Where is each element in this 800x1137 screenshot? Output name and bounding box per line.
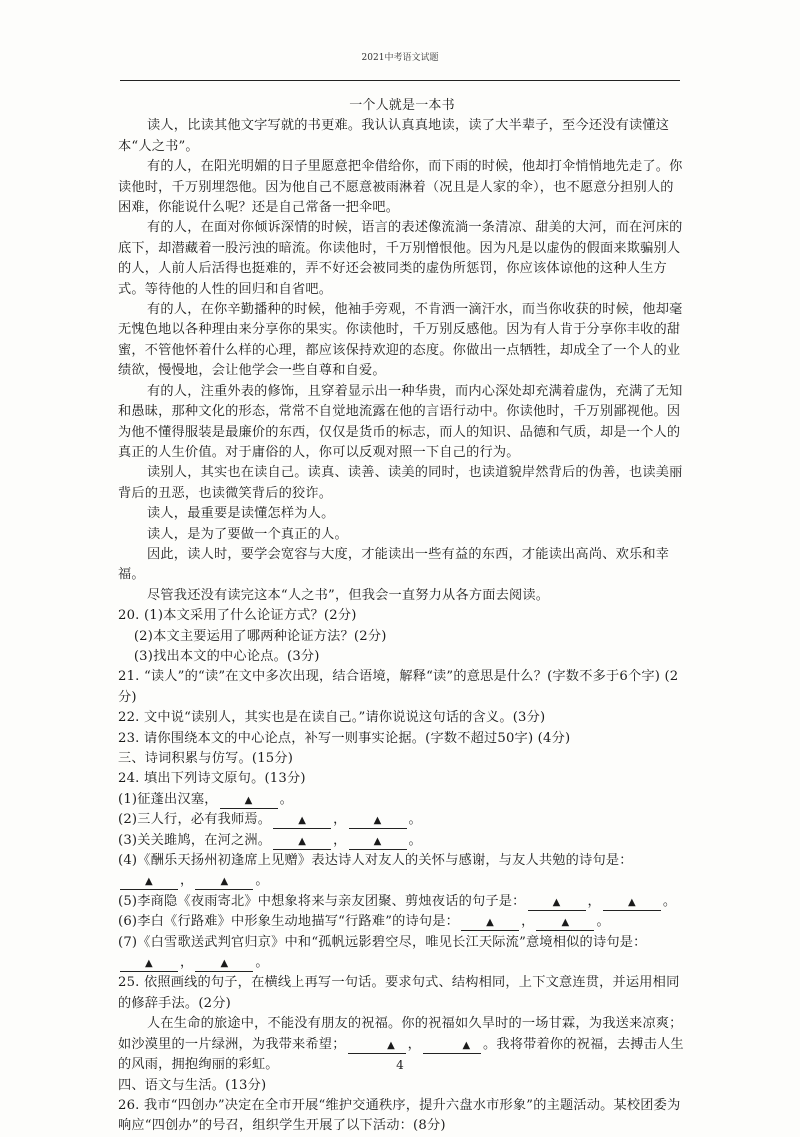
punctuation: 。 bbox=[279, 791, 293, 807]
header-rule bbox=[120, 80, 680, 81]
blank-marker: ▲ bbox=[298, 815, 307, 827]
answer-blank[interactable] bbox=[348, 1038, 406, 1054]
question-24-4 bbox=[118, 851, 686, 892]
blank-marker: ▲ bbox=[373, 835, 382, 847]
answer-blank[interactable] bbox=[349, 834, 407, 850]
question-24-5 bbox=[118, 892, 686, 912]
answer-blank[interactable] bbox=[120, 956, 178, 972]
essay-paragraph: 尽管我还没有读完这本“人之书”，但我会一直努力从各方面去阅读。 bbox=[147, 587, 550, 603]
essay-paragraph: 读人，是为了要做一个真正的人。 bbox=[147, 526, 348, 542]
essay-paragraph: 读别人，其实也在读自己。读真、读善、读美的同时，也读道貌岸然背后的伪善，也读美丽背后的丑恶，也读微笑背后的狡诈。 bbox=[118, 465, 683, 501]
question-25: 25. 依照画线的句子，在横线上再写一句话。要求句式、结构相同，上下文意连贯，并运用相同的修辞手法。(2分) bbox=[118, 975, 680, 1011]
question-24-2 bbox=[118, 810, 686, 830]
page-content bbox=[118, 96, 686, 1137]
question-24-1 bbox=[118, 790, 686, 810]
punctuation: 。 bbox=[255, 955, 269, 971]
punctuation: 。 bbox=[662, 893, 677, 909]
essay-paragraph: 有的人，在你辛勤播种的时候，他袖手旁观，不肯洒一滴汗水，而当你收获的时候，他却毫无愧色地以各种理由来分享你的果实。你读他时，千万别反感他。因为有人肯于分享你丰收的甜蜜，不管他怀着什么样的心理，都应该保持欢迎的态度。你做出一点牺牲，却成全了一个人的业绩欲，慢慢地，会让他学会一些自尊和自爱。 bbox=[118, 302, 683, 379]
blank-marker: ▲ bbox=[387, 1039, 396, 1051]
answer-blank[interactable] bbox=[603, 895, 661, 911]
question-text: (4)《酬乐天扬州初逢席上见赠》表达诗人对友人的关怀与感谢，与友人共勉的诗句是： bbox=[118, 853, 633, 869]
passage-text: 人在生命的旅途中，不能没有朋友的祝福。你的祝福如久旱时的一场甘霖，为我送来凉爽；如沙漠里的一片绿洲，为我带来希望； bbox=[118, 1016, 683, 1052]
answer-blank[interactable] bbox=[195, 956, 253, 972]
blank-marker: ▲ bbox=[373, 815, 382, 827]
essay-paragraph: 读人，比读其他文字写就的书更难。我认认真真地读，读了大半辈子，至今还没有读懂这本“人之书”。 bbox=[118, 118, 670, 154]
question-20-3: (3)找出本文的中心论点。(3分) bbox=[133, 648, 320, 664]
punctuation: ， bbox=[333, 812, 347, 828]
question-text: (5)李商隐《夜雨寄北》中想象将来与亲友团聚、剪烛夜话的句子是： bbox=[118, 893, 526, 909]
answer-blank[interactable] bbox=[220, 793, 278, 809]
question-22: 22. 文中说“读别人，其实也是在读自己。”请你说说这句话的含义。(3分) bbox=[118, 710, 546, 726]
page-header: 2021中考语文试题 bbox=[361, 53, 439, 63]
punctuation: ， bbox=[180, 955, 194, 971]
essay-paragraph: 有的人，注重外表的修饰，且穿着显示出一种华贵，而内心深处却充满着虚伪，充满了无知和愚昧，那种文化的形态，常常不自觉地流露在他的言语行动中。你读他时，千万别鄙视他。因为他不懂得服装是最廉价的东西，仅仅是货币的标志，而人的知识、品德和气质，却是一个人的真正的人生价值。对于庸俗的人，你可以反观对照一下自己的行为。 bbox=[118, 383, 683, 460]
answer-blank[interactable] bbox=[349, 813, 407, 829]
blank-marker: ▲ bbox=[298, 835, 307, 847]
passage-text: 。我将带着你的祝福，去搏击人生的风雨，拥抱绚丽的彩虹。 bbox=[118, 1036, 684, 1073]
blank-marker: ▲ bbox=[627, 896, 636, 908]
question-20-2: (2)本文主要运用了哪两种论证方法？(2分) bbox=[133, 628, 387, 644]
essay-paragraph: 因此，读人时，要学会宽容与大度，才能读出一些有益的东西，才能读出高尚、欢乐和幸福。 bbox=[118, 546, 670, 583]
question-text: (6)李白《行路难》中形象生动地描写“行路难”的诗句是： bbox=[118, 914, 460, 930]
answer-blank[interactable] bbox=[273, 813, 331, 829]
blank-marker: ▲ bbox=[486, 917, 495, 929]
question-21: 21. “读人”的“读”在文中多次出现，结合语境，解释“读”的意思是什么？(字数不多于6个字) (2分) bbox=[118, 669, 679, 705]
answer-blank[interactable] bbox=[536, 915, 594, 931]
answer-blank[interactable] bbox=[423, 1038, 481, 1054]
answer-blank[interactable] bbox=[461, 915, 519, 931]
punctuation: 。 bbox=[408, 832, 422, 848]
blank-marker: ▲ bbox=[220, 876, 229, 888]
answer-blank[interactable] bbox=[195, 874, 253, 890]
punctuation: ， bbox=[333, 832, 347, 848]
blank-marker: ▲ bbox=[220, 958, 229, 970]
punctuation: 。 bbox=[596, 914, 610, 930]
question-24: 24. 填出下列诗文原句。(13分) bbox=[118, 771, 306, 787]
question-text: (2)三人行，必有我师焉。 bbox=[118, 812, 272, 828]
essay-paragraph: 有的人，在阳光明媚的日子里愿意把伞借给你，而下雨的时候，他却打伞悄悄地先走了。你读他时，千万别埋怨他。因为他自己不愿意被雨淋着（况且是人家的伞），也不愿意分担别人的困难，你能说什么呢？还是自己常备一把伞吧。 bbox=[118, 159, 683, 216]
answer-blank[interactable] bbox=[120, 874, 178, 890]
answer-blank[interactable] bbox=[273, 834, 331, 850]
page-number: 4 bbox=[396, 1058, 404, 1072]
question-24-6 bbox=[118, 912, 686, 932]
blank-marker: ▲ bbox=[552, 896, 561, 908]
essay-paragraph: 读人，最重要是读懂怎样为人。 bbox=[147, 506, 335, 522]
section-3-heading: 三、诗词积累与仿写。(15分) bbox=[118, 751, 294, 766]
essay-paragraph: 有的人，在面对你倾诉深情的时候，语言的表述像流淌一条清凉、甜美的大河，而在河床的底下，却潜藏着一股污浊的暗流。你读他时，千万别憎恨他。因为凡是以虚伪的假面来欺骗别人的人，人前人后活得也挺难的，弄不好还会被同类的虚伪所惩罚，你应该体谅他的这种人生方式。等待他的人性的回归和自省吧。 bbox=[118, 220, 683, 297]
section-4-heading: 四、语文与生活。(13分) bbox=[118, 1077, 267, 1093]
punctuation: ， bbox=[521, 914, 535, 930]
punctuation: ， bbox=[407, 1036, 421, 1052]
punctuation: 。 bbox=[255, 873, 269, 889]
punctuation: ， bbox=[180, 873, 194, 889]
question-text: (1)征蓬出汉塞， bbox=[118, 791, 218, 807]
question-24-7 bbox=[118, 933, 686, 974]
question-text: (7)《白雪歌送武判官归京》中和“孤帆远影碧空尽，唯见长江天际流”意境相似的诗句是： bbox=[118, 934, 647, 950]
question-20-1: 20. (1)本文采用了什么论证方式？(2分) bbox=[118, 608, 357, 624]
answer-blank[interactable] bbox=[528, 895, 586, 911]
essay-title: 一个人就是一本书 bbox=[349, 98, 455, 113]
question-23: 23. 请你围绕本文的中心论点，补写一则事实论据。(字数不超过50字) (4分) bbox=[118, 730, 571, 746]
question-text: (3)关关雎鸠，在河之洲。 bbox=[118, 832, 272, 848]
punctuation: ， bbox=[587, 893, 601, 909]
blank-marker: ▲ bbox=[145, 958, 153, 970]
blank-marker: ▲ bbox=[462, 1039, 471, 1051]
blank-marker: ▲ bbox=[145, 876, 153, 888]
question-26: 26. 我市“四创办”决定在全市开展“维护交通秩序，提升六盘水市形象”的主题活动。某校团委为响应“四创办”的号召，组织学生开展了以下活动：(8分) bbox=[118, 1097, 681, 1134]
blank-marker: ▲ bbox=[561, 917, 570, 929]
question-24-3 bbox=[118, 831, 686, 851]
punctuation: 。 bbox=[408, 812, 422, 828]
blank-marker: ▲ bbox=[244, 794, 253, 806]
